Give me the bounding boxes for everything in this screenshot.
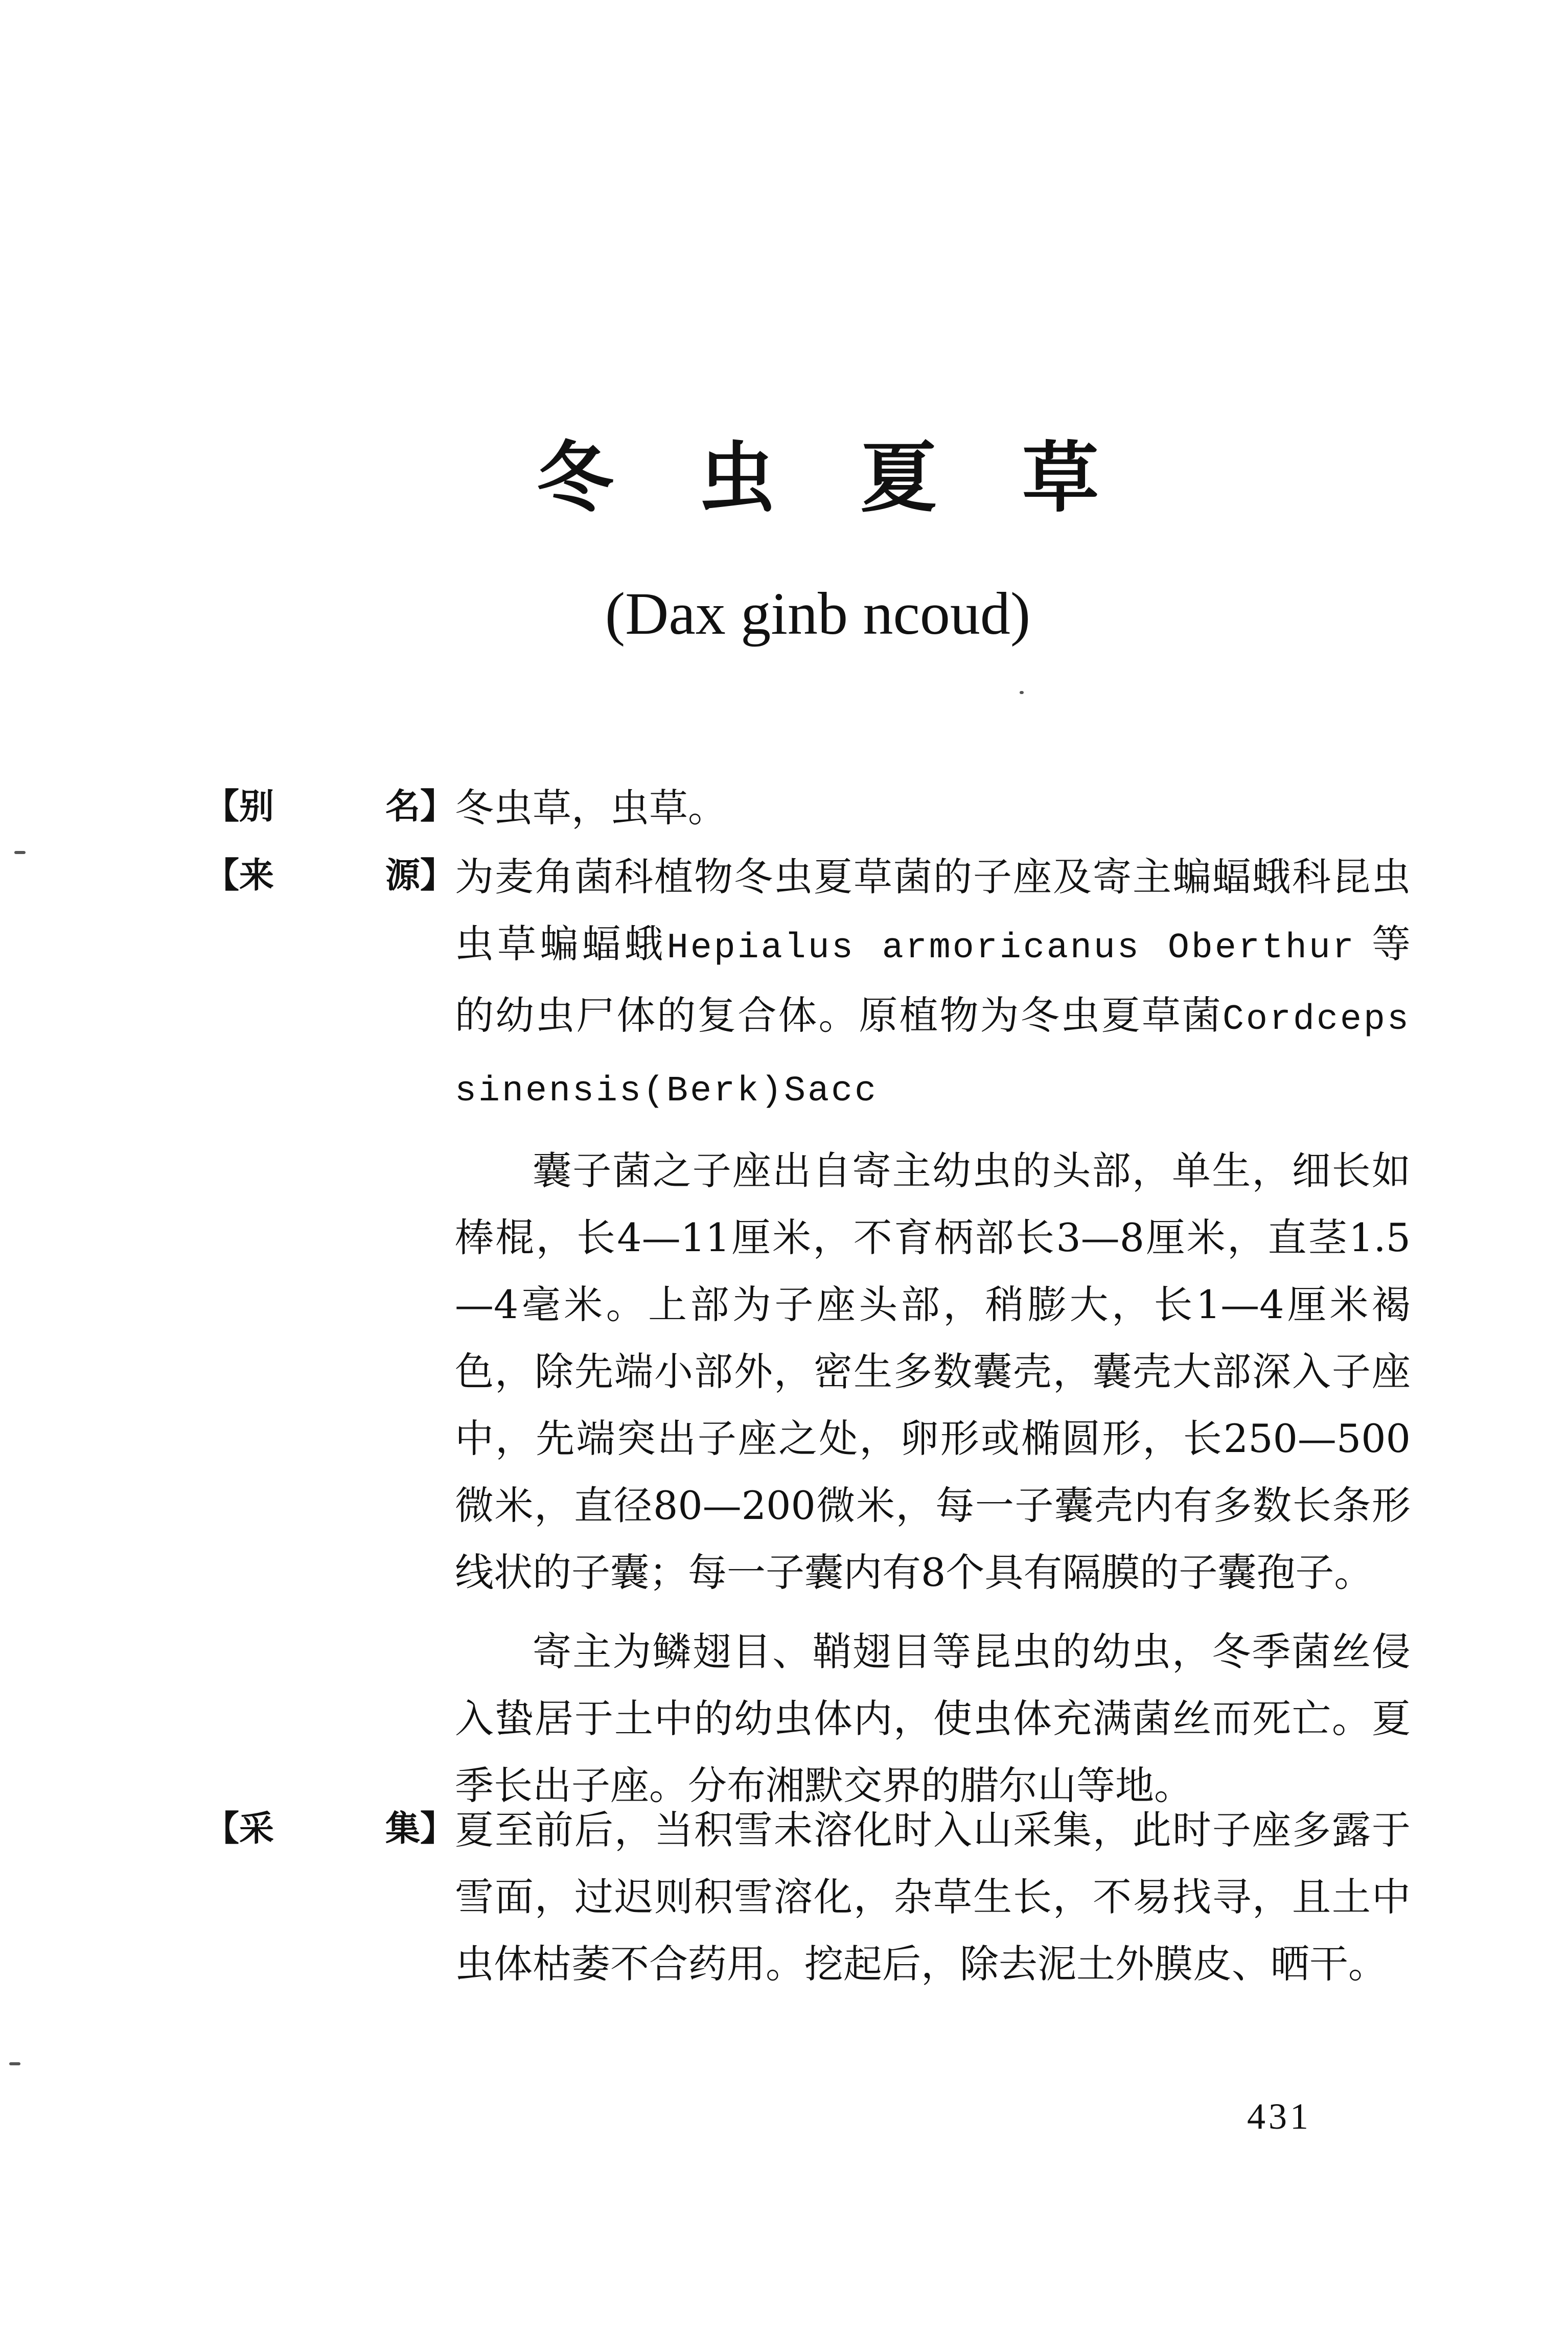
paragraph: 寄主为鳞翅目、鞘翅目等昆虫的幼虫，冬季菌丝侵入蛰居于土中的幼虫体内，使虫体充满菌丝而死亡。夏季长出子座。分布湘默交界的腊尔山等地。 [455,1629,1411,1808]
label-open: 【采 [204,1809,274,1849]
paragraph: 夏至前后，当积雪未溶化时入山采集，此时子座多露于雪面，过迟则积雪溶化，杂草生长，不易找寻，且土中虫体枯萎不合药用。挖起后，除去泥土外膜皮、晒干。 [455,1807,1411,1987]
paragraph [455,843,1411,1125]
entry-label [204,856,455,896]
entry-body [455,843,1411,1819]
paragraph: 囊子菌之子座出自寄主幼虫的头部，单生，细长如棒棍，长4—11厘米，不育柄部长3—8厘米，直茎1.5—4毫米。上部为子座头部，稍膨大，长1—4厘米褐色，除先端小部外，密生多数囊壳，囊壳大部深入子座中，先端突出子座之处，卵形或椭圆形，长250—500微米，直径80—200微米，每一子囊壳内有多数长条形线状的子囊；每一子囊内有8个具有隔膜的子囊孢子。 [455,1148,1411,1595]
page-subtitle: (Dax ginb ncoud) [605,580,1031,647]
page-title [537,433,1099,523]
label-open: 【别 [204,787,274,827]
text-segment: 为麦角菌科植物冬虫夏草菌的子座及寄主蝙蝠蛾科昆虫虫草蝙蝠蛾 [455,854,1411,966]
entry-collection [204,1807,1411,1997]
entry-body [455,774,1411,841]
entry-label [204,787,455,827]
label-close: 名】 [385,787,455,827]
latin-name: Hepialus armoricanus Oberthur [666,928,1356,969]
title-char: 夏 [860,433,937,523]
entry-body [455,1796,1411,1997]
title-char: 冬 [537,433,614,523]
scan-speck [1020,691,1024,694]
text-segment: 等的幼虫尸体的复合体。原植物为冬虫夏草菌 [455,921,1411,1038]
scan-speck [9,2062,20,2065]
title-char: 虫 [698,433,775,523]
entry-source [204,854,1411,1819]
scan-speck [14,851,26,854]
paragraph: 冬虫草，虫草。 [455,785,727,831]
title-char: 草 [1022,433,1099,523]
label-close: 集】 [385,1809,455,1849]
latin-name: Cordceps sinensis(Berk)Sacc [455,1000,1411,1112]
entry-alias [204,785,1411,841]
label-close: 源】 [385,856,455,896]
page-number: 431 [1247,2096,1311,2137]
entry-label [204,1809,455,1849]
label-open: 【来 [204,856,274,896]
